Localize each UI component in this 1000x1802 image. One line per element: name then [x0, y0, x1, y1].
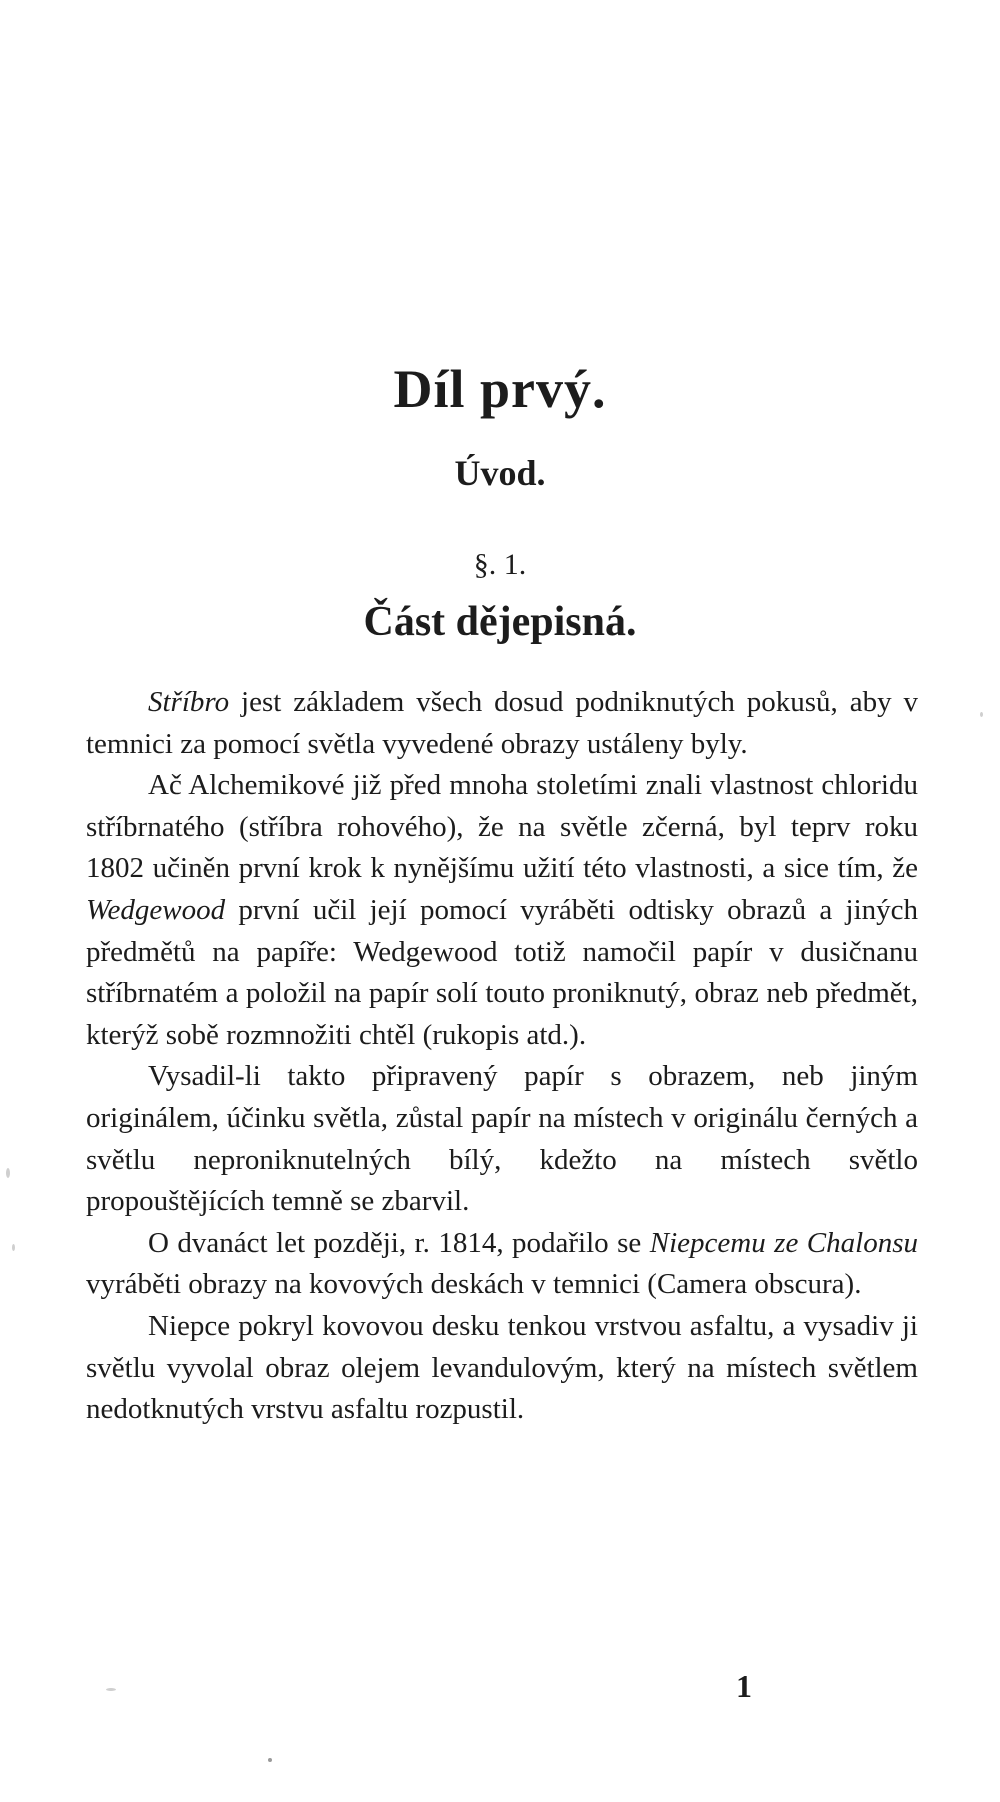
- text-run: Wedgewood: [86, 893, 226, 926]
- paper-speck: [6, 1168, 10, 1178]
- paper-speck: [268, 1758, 272, 1762]
- paper-speck: [106, 1688, 116, 1691]
- text-run: Stříbro: [148, 686, 230, 718]
- text-run: vyráběti obrazy na kovových deskách v temnici (Camera obscura).: [86, 1268, 862, 1301]
- paper-speck: [980, 712, 983, 717]
- paragraph: [86, 765, 918, 1056]
- section-number: §. 1.: [473, 548, 527, 581]
- paragraph: [86, 1306, 918, 1431]
- text-run: Vysadil-li takto připravený papír s obrazem, neb jiným originálem, účinku světla, zůstal papír na místech v originálu černých a světlu neproniknutelných bílý, kdežto na místech světlo propouštějících temně se zbarvil.: [86, 1060, 918, 1218]
- text-run: jest základem všech dosud podniknutých pokusů, aby v temnici za pomocí světla vyvedené obrazy ustáleny byly.: [86, 686, 918, 760]
- paragraph: [86, 682, 918, 765]
- paragraph: [86, 1223, 918, 1306]
- section-title: Část dějepisná.: [363, 599, 637, 645]
- page-number: 1: [736, 1668, 752, 1704]
- intro-title: Úvod.: [454, 453, 546, 493]
- paper-speck: [12, 1244, 15, 1251]
- text-run: první učil její pomocí vyráběti odtisky obrazů a jiných předmětů na papíře: Wedgewood totiž namočil papír v dusičnanu stříbrnatém a položil na papír solí touto proniknutý, obraz neb předmět, kterýž sobě rozmnožiti chtěl (rukopis atd.).: [86, 893, 918, 1051]
- text-run: O dvanáct let později, r. 1814, podařilo se: [148, 1226, 650, 1259]
- text-run: Niepcemu ze Chalonsu: [649, 1226, 918, 1259]
- text-run: Ač Alchemikové již před mnoha stoletími znali vlastnost chloridu stříbrnatého (stříbra rohového), že na světle zčerná, byl teprv roku 1802 učiněn první krok k nynějšímu užití této vlastnosti, a sice tím, že: [86, 769, 918, 885]
- part-title: Díl prvý.: [393, 359, 607, 419]
- body-text: [86, 682, 918, 1431]
- paragraph: [86, 1056, 918, 1222]
- text-run: Niepce pokryl kovovou desku tenkou vrstvou asfaltu, a vysadiv ji světlu vyvolal obraz olejem levandulovým, který na místech světlem nedotknutých vrstvu asfaltu rozpustil.: [86, 1309, 918, 1426]
